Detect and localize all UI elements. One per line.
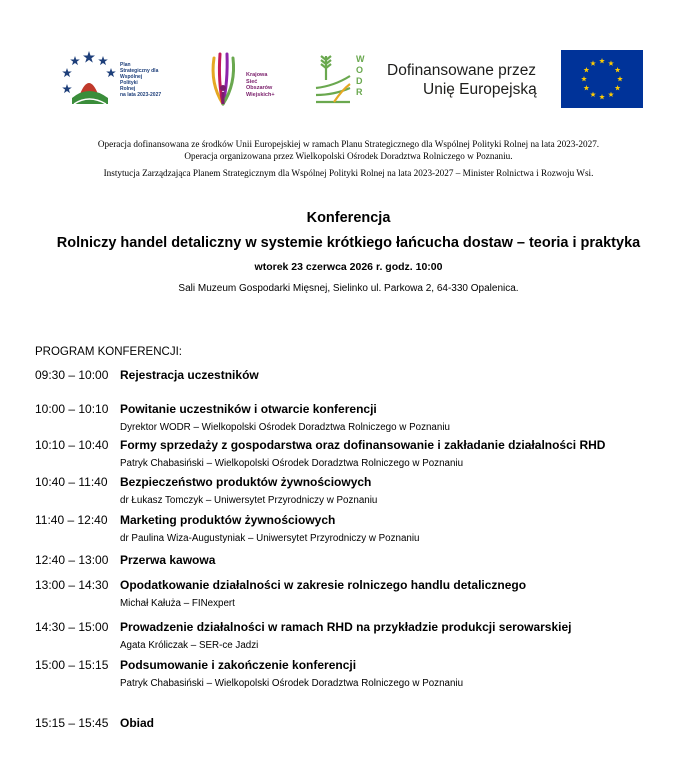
slot-title: Marketing produktów żywnościowych xyxy=(120,513,336,527)
ksow-text-line: Wiejskich+ xyxy=(246,91,275,98)
psp-text-line: Rolnej xyxy=(120,86,136,92)
conference-date: wtorek 23 czerwca 2026 r. godz. 10:00 xyxy=(254,261,443,273)
psp-text-line: Polityki xyxy=(120,80,138,86)
slot-title: Prowadzenie działalności w ramach RHD na przykładzie produkcji serowarskiej xyxy=(120,620,572,634)
psp-text-line: Plan xyxy=(120,62,131,68)
funding-info-line: Operacja dofinansowana ze środków Unii Europejskiej w ramach Planu Strategicznego dla Wspólnej Polityki Rolnej na lata 2023-2027. xyxy=(97,139,600,149)
ksow-logo-text xyxy=(246,72,275,98)
slot-title: Przerwa kawowa xyxy=(120,553,216,567)
slot-title: Opodatkowanie działalności w zakresie rolniczego handlu detalicznego xyxy=(120,578,527,592)
ksow-wheat-icon xyxy=(202,44,244,114)
eu-flag-icon xyxy=(561,50,643,108)
psp-text-line: na lata 2023-2027 xyxy=(120,92,162,98)
slot-time: 13:00 – 14:30 xyxy=(35,578,109,592)
slot-title: Rejestracja uczestników xyxy=(120,368,259,382)
slot-title: Podsumowanie i zakończenie konferencji xyxy=(120,658,357,672)
psp-text-line: Wspólnej xyxy=(120,74,143,80)
slot-speaker: Michał Kałuża – FINexpert xyxy=(120,598,235,609)
eu-flag xyxy=(561,50,643,108)
slot-time: 10:00 – 10:10 xyxy=(35,402,109,416)
psp-text-line: Strategiczny dla xyxy=(120,68,159,74)
wodr-logo-text: WODR xyxy=(356,54,365,97)
slot-time: 12:40 – 13:00 xyxy=(35,553,109,567)
eu-text-line1: Dofinansowane przez xyxy=(387,62,537,79)
ksow-text-line: Sieć xyxy=(246,78,258,85)
slot-speaker: Agata Króliczak – SER-ce Jadzi xyxy=(120,640,259,651)
slot-speaker: Patryk Chabasiński – Wielkopolski Ośrodek Doradztwa Rolniczego w Poznaniu xyxy=(120,458,464,469)
ksow-text-line: Obszarów xyxy=(246,85,273,91)
slot-title: Formy sprzedaży z gospodarstwa oraz dofinansowanie i zakładanie działalności RHD xyxy=(120,438,606,452)
wodr-field-icon xyxy=(312,50,382,108)
slot-title: Powitanie uczestników i otwarcie konferencji xyxy=(120,402,377,416)
slot-title: Bezpieczeństwo produktów żywnościowych xyxy=(120,475,372,489)
eu-cofinancing-text xyxy=(387,62,557,102)
psp-logo xyxy=(58,48,178,110)
ksow-logo xyxy=(202,44,292,114)
slot-time: 15:00 – 15:15 xyxy=(35,658,109,672)
slot-speaker: dr Paulina Wiza-Augustyniak – Uniwersytet Przyrodniczy w Poznaniu xyxy=(120,533,420,544)
slot-time: 11:40 – 12:40 xyxy=(35,513,108,527)
wodr-logo xyxy=(312,50,382,108)
slot-speaker: dr Łukasz Tomczyk – Uniwersytet Przyrodniczy w Poznaniu xyxy=(120,495,378,506)
logo-bar xyxy=(0,40,697,125)
slot-time: 15:15 – 15:45 xyxy=(35,716,109,730)
slot-time: 10:40 – 11:40 xyxy=(35,475,108,489)
psp-logo-text xyxy=(120,62,161,98)
slot-time: 10:10 – 10:40 xyxy=(35,438,109,452)
slot-title: Obiad xyxy=(120,716,155,730)
ksow-text-line: Krajowa xyxy=(246,72,268,78)
organizer-info-line: Operacja organizowana przez Wielkopolski Ośrodek Doradztwa Rolniczego w Poznaniu. xyxy=(184,151,513,161)
eu-text-line2: Unię Europejską xyxy=(423,81,537,98)
conference-label: Konferencja xyxy=(306,210,391,226)
conference-title: Rolniczy handel detaliczny w systemie krótkiego łańcucha dostaw – teoria i praktyka xyxy=(56,235,641,251)
managing-authority-line: Instytucja Zarządzająca Planem Strategicznym dla Wspólnej Polityki Rolnej na lata 2023-2027 – Minister Rolnictwa i Rozwoju Wsi. xyxy=(103,168,594,178)
slot-time: 14:30 – 15:00 xyxy=(35,620,109,634)
slot-speaker: Dyrektor WODR – Wielkopolski Ośrodek Doradztwa Rolniczego w Poznaniu xyxy=(120,422,450,433)
psp-emblem-icon xyxy=(58,48,120,110)
conference-place: Sali Muzeum Gospodarki Mięsnej, Sielinko ul. Parkowa 2, 64-330 Opalenica. xyxy=(178,283,519,294)
slot-speaker: Patryk Chabasiński – Wielkopolski Ośrodek Doradztwa Rolniczego w Poznaniu xyxy=(120,678,464,689)
slot-time: 09:30 – 10:00 xyxy=(35,368,109,382)
program-heading: PROGRAM KONFERENCJI: xyxy=(35,346,182,358)
